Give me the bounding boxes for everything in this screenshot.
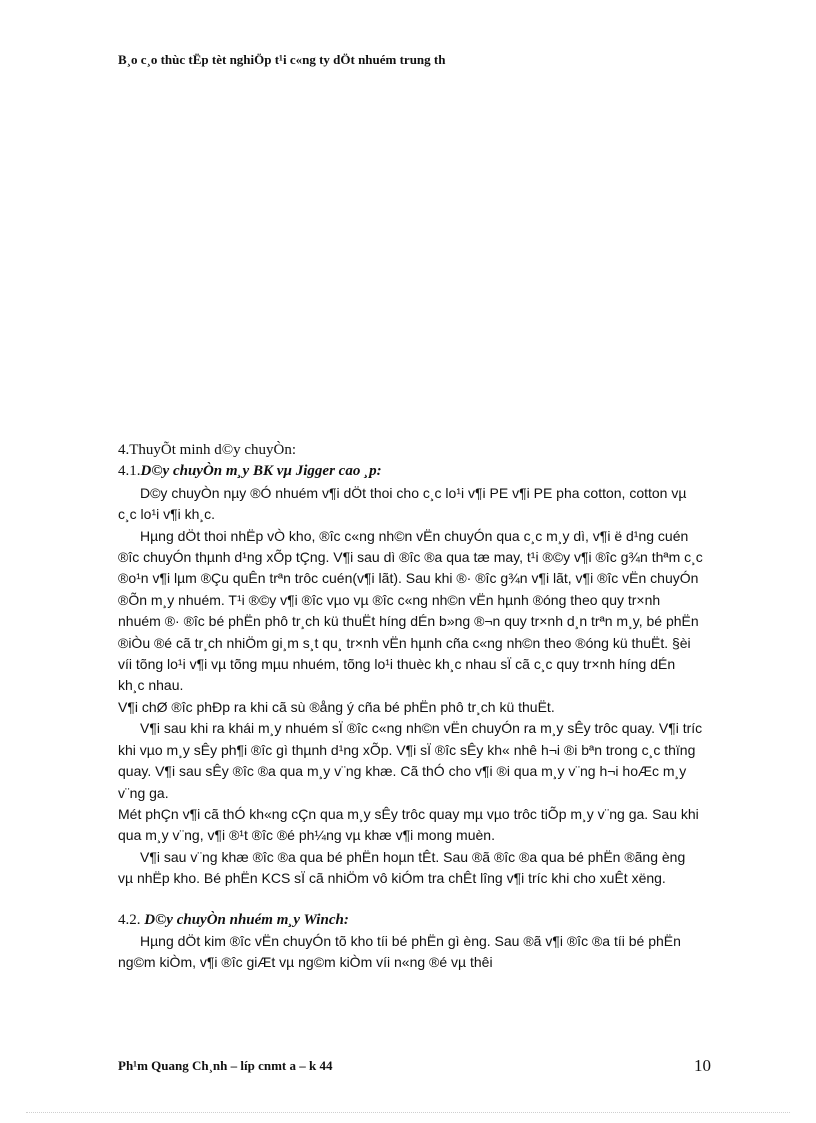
paragraph: Mét phÇn v¶i cã thÓ kh«ng cÇn qua m¸y sÊy trôc quay mµ vµo trôc tiÕp m¸y v¨ng ga. Sau khi qua m¸y v¨ng, v¶i ®¹t ®îc ®é ph¼ng vµ khæ v¶i mong muèn. xyxy=(118,805,699,844)
subsection-heading-4-2 xyxy=(118,910,703,931)
paragraph: V¶i sau khi ra khái m¸y nhuém sÏ ®îc c«ng nh©n vËn chuyÓn ra m¸y sÊy trôc quay. V¶i tríc khi vµo m¸y sÊy ph¶i ®îc gì thµnh d¹ng xÕp. V¶i sÏ ®îc sÊy kh« nhê h¬i ®i bªn trong c¸c thïng quay. V¶i sau sÊy ®îc ®a qua m¸y v¨ng khæ. Cã thÓ cho v¶i ®i qua m¸y v¨ng h¬i hoÆc m¸y v¨ng ga. xyxy=(118,720,703,801)
subsection-number: 4.1. xyxy=(118,463,141,480)
subsection-title: D©y chuyÒn nhuém m¸y Winch: xyxy=(144,911,349,928)
page-header: B¸o c¸o thùc tËp tèt nghiÖp t¹i c«ng ty dÖt nhuém trung th xyxy=(118,52,446,67)
paragraph: Hµng dÖt thoi nhËp vÒ kho, ®îc c«ng nh©n vËn chuyÓn qua c¸c m¸y dì, v¶i ë d¹ng cuén ®îc chuyÓn thµnh d¹ng xÕp tÇng. V¶i sau dì ®îc ®a qua tæ may, t¹i ®©y v¶i ®îc g¾n thªm c¸c ®o¹n v¶i lµm ®Çu quÊn trªn trôc cuén(v¶i lãt). Sau khi ®· ®îc g¾n v¶i lãt, v¶i ®îc vËn chuyÓn ®Õn m¸y nhuém. T¹i ®©y v¶i ®îc vµo vµ ®îc c«ng nh©n vËn hµnh ®óng theo quy tr×nh nhuém ®· ®îc bé phËn phô tr¸ch kü thuËt híng dÉn b»ng ®¬n quy tr×nh d¸n trªn m¸y, bé phËn ®iÒu ®é cã tr¸ch nhiÖm gi¸m s¸t qu¸ tr×nh vËn hµnh cña c«ng nh©n theo ®óng kü thuËt. §èi víi tõng lo¹i v¶i vµ tõng mµu nhuém, tõng lo¹i thuèc kh¸c nhau sÏ cã c¸c quy tr×nh híng dÉn kh¸c nhau. xyxy=(118,527,703,694)
section-heading: 4.ThuyÕt minh d©y chuyÒn: xyxy=(118,442,297,458)
paragraph: Hµng dÖt kim ®îc vËn chuyÓn tõ kho tíi bé phËn gì èng. Sau ®ã v¶i ®îc ®a tíi bé phËn ng©m kiÒm, v¶i ®îc giÆt vµ ng©m kiÒm víi n«ng ®é vµ thêi xyxy=(118,932,681,971)
page-number: 10 xyxy=(694,1056,711,1075)
paragraph: V¶i chØ ®îc phÐp ra khi cã sù ®ång ý cña bé phËn phô tr¸ch kü thuËt. xyxy=(118,698,555,715)
paragraph: V¶i sau v¨ng khæ ®îc ®a qua bé phËn hoµn tÊt. Sau ®ã ®îc ®a qua bé phËn ®ãng èng vµ nhËp kho. Bé phËn KCS sÏ cã nhiÖm vô kiÓm tra chÊt lîng v¶i tríc khi cho xuÊt xëng. xyxy=(118,848,686,887)
paragraph: D©y chuyÒn nµy ®Ó nhuém v¶i dÖt thoi cho c¸c lo¹i v¶i PE v¶i PE pha cotton, cotton vµ c¸c lo¹i v¶i kh¸c. xyxy=(118,484,687,523)
page-bottom-rule xyxy=(26,1112,790,1113)
footer-author: Ph¹m Quang Ch¸nh – líp cnmt a – k 44 xyxy=(118,1058,333,1073)
subsection-title: D©y chuyÒn m¸y BK vµ Jigger cao ¸p: xyxy=(140,463,382,480)
spacer xyxy=(118,890,703,910)
subsection-heading-4-1 xyxy=(118,461,703,482)
document-body xyxy=(118,440,703,974)
subsection-number: 4.2. xyxy=(118,911,145,928)
